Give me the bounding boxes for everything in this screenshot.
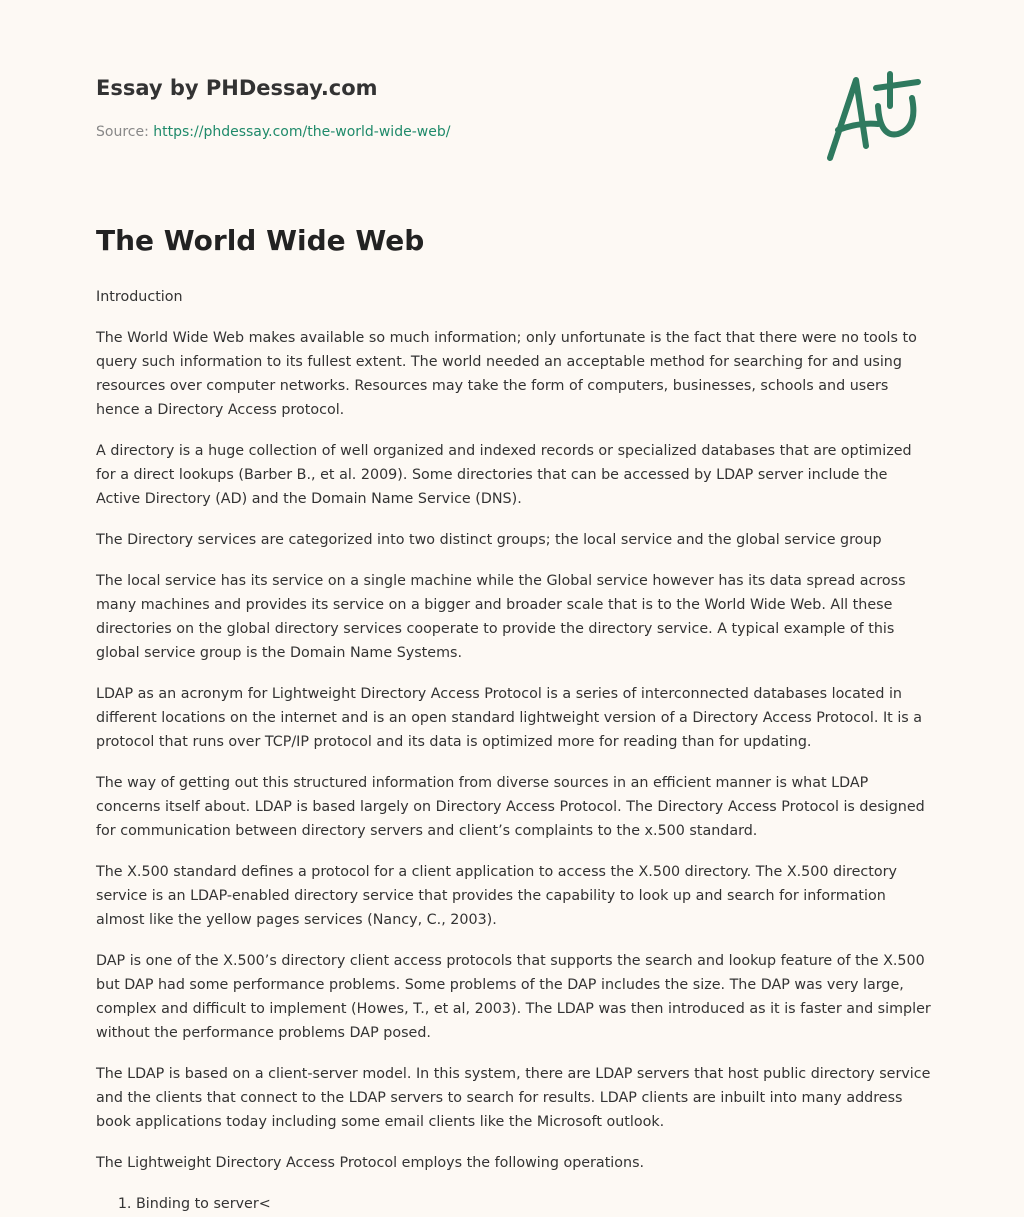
- paragraph: The Lightweight Directory Access Protocol employs the following operations.: [96, 1155, 645, 1171]
- operations-list: [96, 1192, 932, 1216]
- brand-title: Essay by PHDessay.com: [96, 76, 378, 100]
- paragraph: A directory is a huge collection of well organized and indexed records or specialized databases that are optimized for a direct lookups (Barber B., et al. 2009). Some directories that can be accessed by LDAP server include the Active Directory (AD) and the Domain Name Service (DNS).: [96, 443, 912, 507]
- paragraph: The X.500 standard defines a protocol for a client application to access the X.500 directory. The X.500 directory service is an LDAP-enabled directory service that provides the capability to look up and search for information almost like the yellow pages services (Nancy, C., 2003).: [96, 864, 897, 928]
- paragraph: DAP is one of the X.500’s directory client access protocols that supports the search and lookup feature of the X.500 but DAP had some performance problems. Some problems of the DAP includes the size. The DAP was very large, complex and difficult to implement (Howes, T., et al, 2003). The LDAP was then introduced as it is faster and simpler without the performance problems DAP posed.: [96, 953, 931, 1041]
- section-heading: Introduction: [96, 289, 183, 305]
- paragraph: The way of getting out this structured information from diverse sources in an efficient manner is what LDAP concerns itself about. LDAP is based largely on Directory Access Protocol. The Directory Access Protocol is designed for communication between directory servers and client’s complaints to the x.500 standard.: [96, 775, 925, 839]
- paragraph: The World Wide Web makes available so much information; only unfortunate is the fact that there were no tools to query such information to its fullest extent. The world needed an acceptable method for searching for and using resources over computer networks. Resources may take the form of computers, businesses, schools and users hence a Directory Access protocol.: [96, 330, 917, 418]
- paragraph: The LDAP is based on a client-server model. In this system, there are LDAP servers that host public directory service and the clients that connect to the LDAP servers to search for results. LDAP clients are inbuilt into many address book applications today including some email clients like the Microsoft outlook.: [96, 1066, 931, 1130]
- essay-title: The World Wide Web: [96, 224, 425, 257]
- list-item: 1. Binding to server<: [136, 1192, 932, 1216]
- a-plus-logo-icon: [820, 66, 930, 166]
- paragraph: LDAP as an acronym for Lightweight Directory Access Protocol is a series of interconnected databases located in different locations on the internet and is an open standard lightweight version of a Directory Access Protocol. It is a protocol that runs over TCP/IP protocol and its data is optimized more for reading than for updating.: [96, 686, 923, 750]
- paragraph: The Directory services are categorized into two distinct groups; the local service and the global service group: [96, 532, 882, 548]
- source-label: Source:: [96, 124, 149, 140]
- paragraph: The local service has its service on a single machine while the Global service however has its data spread across many machines and provides its service on a bigger and broader scale that is to the World Wide Web. All these directories on the global directory services cooperate to provide the directory service. A typical example of this global service group is the Domain Name Systems.: [96, 573, 906, 661]
- source-link[interactable]: https://phdessay.com/the-world-wide-web/: [153, 124, 451, 140]
- source-line: [96, 124, 450, 140]
- essay-body: [96, 285, 932, 1216]
